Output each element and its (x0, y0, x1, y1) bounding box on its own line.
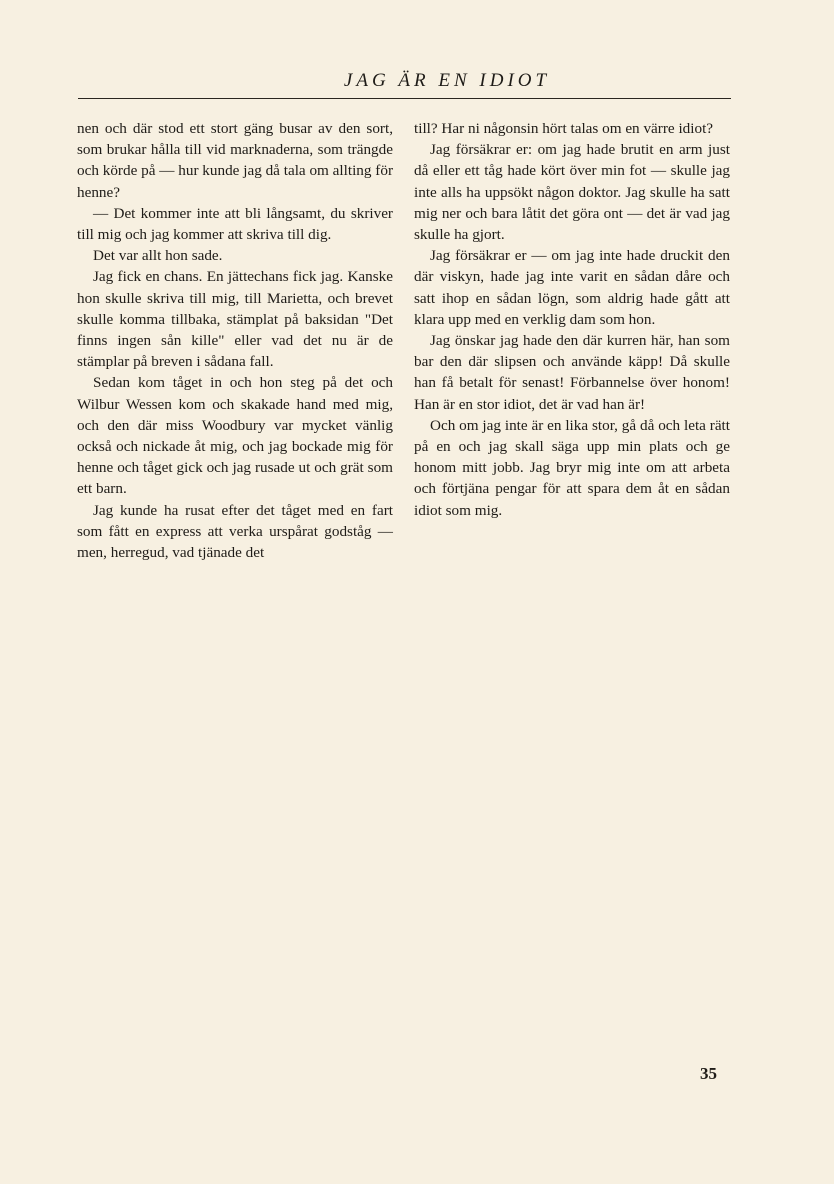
right-column (414, 118, 730, 521)
page-number: 35 (700, 1064, 717, 1083)
paragraph: Jag försäkrar er: om jag hade brutit en arm just då eller ett tåg hade kört över min fot — skulle jag inte alls ha uppsökt någon doktor. Jag skulle ha satt mig ner och bara låtit det göra ont — det är vad jag skulle ha gjort. (414, 141, 730, 244)
paragraph: Jag önskar jag hade den där kurren här, han som bar den där slipsen och använde käpp! Då skulle han få betalt för senast! Förbannelse över honom! Han är en stor idiot, det är vad han är! (414, 332, 730, 413)
paragraph: Det var allt hon sade. (93, 247, 223, 265)
paragraph: nen och där stod ett stort gäng busar av den sort, som brukar hålla till vid marknaderna, som trängde och körde på — hur kunde jag då tala om allting för henne? (77, 120, 393, 201)
paragraph: Jag kunde ha rusat efter det tåget med en fart som fått en express att verka urspårat godståg — men, herregud, vad tjänade det (77, 501, 393, 562)
header-rule (78, 98, 731, 99)
paragraph: — Det kommer inte att bli långsamt, du skriver till mig och jag kommer att skriva till dig. (77, 204, 393, 244)
paragraph: Och om jag inte är en lika stor, gå då och leta rätt på en och jag skall säga upp min plats och ge honom mitt jobb. Jag bryr mig inte om att arbeta och förtjäna pengar för att spara dem åt en sådan idiot som mig. (414, 416, 730, 519)
paragraph: Jag fick en chans. En jättechans fick jag. Kanske hon skulle skriva till mig, till Marietta, och brevet skulle komma tillbaka, stämplat på baksidan "Det finns ingen sån kille" eller vad det nu är de stämplar på breven i sådana fall. (77, 268, 393, 371)
running-head-title: JAG ÄR EN IDIOT (343, 70, 551, 91)
paragraph: Sedan kom tåget in och hon steg på det och Wilbur Wessen kom och skakade hand med mig, och den där miss Woodbury var mycket vänlig också och nickade åt mig, och jag bockade mig för henne och tåget gick och jag rusade ut och grät som ett barn. (77, 374, 393, 498)
paragraph: Jag försäkrar er — om jag inte hade druckit den där viskyn, hade jag inte varit en sådan dåre och satt ihop en sådan lögn, som aldrig hade gått att klara upp med en verklig dam som hon. (414, 247, 730, 328)
left-column (77, 118, 393, 563)
paragraph: till? Har ni någonsin hört talas om en värre idiot? (414, 120, 714, 137)
